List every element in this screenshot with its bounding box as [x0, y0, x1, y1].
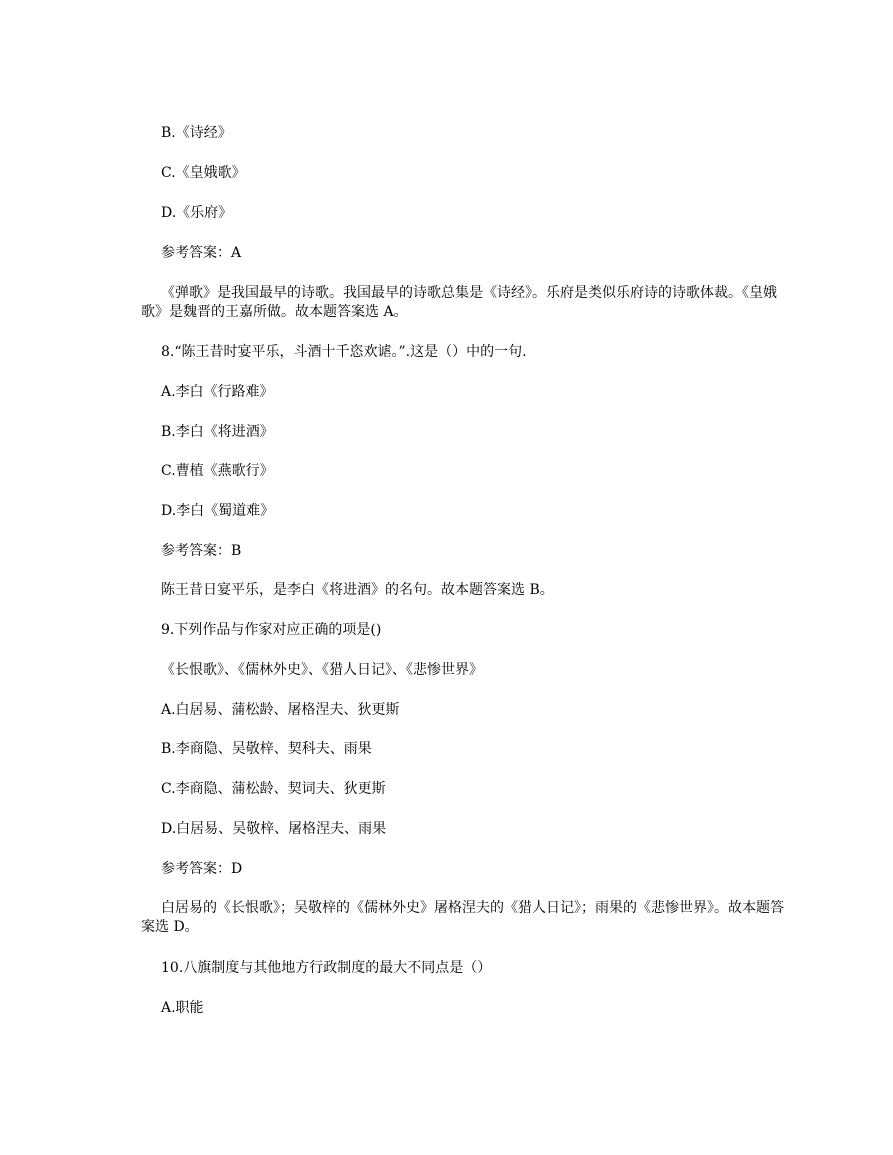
q7-explanation: 《弹歌》是我国最早的诗歌。我国最早的诗歌总集是《诗经》。乐府是类似乐府诗的诗歌体裁。《皇娥歌》是魏晋的王嘉所做。故本题答案选 A。: [141, 285, 777, 320]
q9-option-d: D.白居易、吴敬梓、屠格涅夫、雨果: [161, 821, 387, 837]
q7-answer: 参考答案：A: [161, 245, 242, 261]
q7-option-c: C.《皇娥歌》: [161, 165, 246, 181]
q8-option-b: B.李白《将进酒》: [161, 424, 274, 440]
q8-option-c: C.曹植《燕歌行》: [161, 463, 274, 479]
q8-question: 8.“陈王昔时宴平乐，斗酒十千恣欢谑。”.这是（）中的一句.: [161, 344, 527, 360]
q9-option-b: B.李商隐、吴敬梓、契科夫、雨果: [161, 741, 372, 757]
q9-option-a: A.白居易、蒲松龄、屠格涅夫、狄更斯: [161, 702, 400, 718]
q8-option-d: D.李白《蜀道难》: [161, 503, 275, 519]
q8-answer: 参考答案：B: [161, 543, 242, 559]
q9-question: 9.下列作品与作家对应正确的项是(): [161, 622, 382, 638]
q8-explanation: 陈王昔日宴平乐，是李白《将进酒》的名句。故本题答案选 B。: [161, 582, 554, 598]
q7-option-d: D.《乐府》: [161, 205, 233, 221]
q9-option-c: C.李商隐、蒲松龄、契词夫、狄更斯: [161, 781, 386, 797]
q9-answer: 参考答案：D: [161, 861, 243, 877]
q10-question: 10.八旗制度与其他地方行政制度的最大不同点是（）: [161, 960, 492, 976]
q8-option-a: A.李白《行路难》: [161, 384, 274, 400]
q9-explanation: 白居易的《长恨歌》；吴敬梓的《儒林外史》屠格涅夫的《猎人日记》；雨果的《悲惨世界》。故本题答案选 D。: [141, 900, 784, 935]
q10-option-a: A.职能: [161, 1000, 204, 1016]
q7-option-b: B.《诗经》: [161, 125, 232, 141]
q9-works: 《长恨歌》、《儒林外史》、《猎人日记》、《悲惨世界》: [161, 662, 483, 678]
